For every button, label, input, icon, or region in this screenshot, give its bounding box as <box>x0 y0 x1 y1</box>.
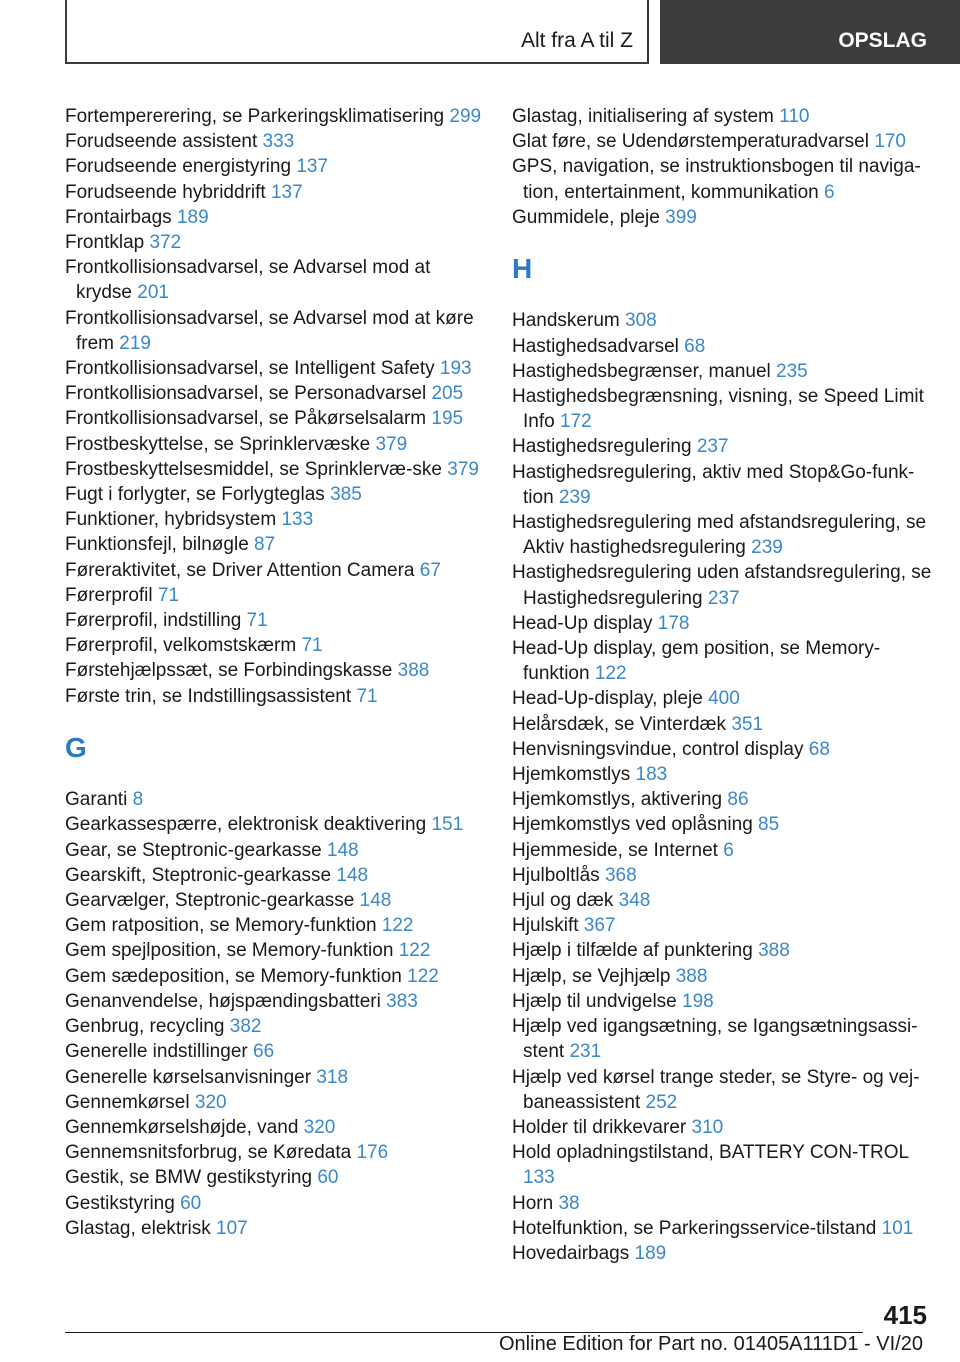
index-entry <box>512 686 932 711</box>
index-entry <box>65 888 485 913</box>
page-reference-link[interactable]: 400 <box>708 688 740 710</box>
index-term: Gennemkørselshøjde, vand <box>65 1116 299 1138</box>
index-term: Generelle kørselsanvisninger <box>65 1066 312 1088</box>
index-term: Gennemsnitsforbrug, se Køredata <box>65 1142 352 1164</box>
index-term: Gear, se Steptronic-gearkasse <box>65 839 322 861</box>
index-entry <box>65 608 485 633</box>
page-reference-link[interactable]: 235 <box>776 360 808 382</box>
index-entry <box>65 558 485 583</box>
page-reference-link[interactable]: 318 <box>316 1066 349 1088</box>
section-title: Alt fra A til Z <box>520 29 633 52</box>
index-term: Forudseende hybriddrift <box>65 181 266 203</box>
index-entry <box>65 432 485 457</box>
index-column-left <box>65 104 485 1241</box>
index-term: Hastighedsregulering med afstandsregulering, se Aktiv hastighedsregulering <box>512 512 927 559</box>
index-term: Horn <box>512 1192 554 1214</box>
page-reference-link[interactable]: 379 <box>375 433 408 455</box>
index-entry <box>65 1216 485 1241</box>
index-term: Hjemkomstlys ved oplåsning <box>512 814 753 836</box>
index-term: Genbrug, recycling <box>65 1016 225 1038</box>
index-term: Frontkollisionsadvarsel, se Advarsel mod at køre frem <box>65 307 474 354</box>
index-entry <box>512 384 932 434</box>
index-term: Garanti <box>65 789 128 811</box>
page-reference-link[interactable]: 122 <box>407 965 439 987</box>
index-term: Frontairbags <box>65 206 172 228</box>
page-reference-link[interactable]: 205 <box>431 383 464 405</box>
index-entry <box>65 1140 485 1165</box>
page-reference-link[interactable]: 367 <box>583 915 616 937</box>
index-entry <box>512 1191 932 1216</box>
index-term: Frontkollisionsadvarsel, se Intelligent Safety <box>65 358 435 380</box>
page-reference-link[interactable]: 189 <box>176 206 209 228</box>
page-reference-link[interactable]: 383 <box>386 990 418 1012</box>
page-reference-link[interactable]: 399 <box>665 206 697 228</box>
page-reference-link[interactable]: 231 <box>569 1041 602 1063</box>
header-section-tab <box>65 0 649 64</box>
index-term: Hastighedsbegrænser, manuel <box>512 360 771 382</box>
index-term: Frontkollisionsadvarsel, se Påkørselsalarm <box>65 408 427 430</box>
index-term: Hjulskift <box>512 915 579 937</box>
index-entry <box>65 457 485 482</box>
index-term: Gummidele, pleje <box>512 206 660 228</box>
index-entry <box>65 863 485 888</box>
index-entry <box>65 1115 485 1140</box>
page-reference-link[interactable]: 151 <box>431 814 464 836</box>
page-number: 415 <box>883 1300 927 1330</box>
index-term: Glastag, initialisering af system <box>512 106 774 127</box>
page-reference-link[interactable]: 388 <box>675 965 708 987</box>
index-term: Funktioner, hybridsystem <box>65 509 277 531</box>
index-entry <box>512 636 932 686</box>
index-entry <box>512 560 932 610</box>
page-reference-link[interactable]: 68 <box>684 335 706 357</box>
index-term: Head-Up display <box>512 612 653 634</box>
index-entry <box>512 1241 932 1266</box>
page-reference-link[interactable]: 86 <box>727 789 749 811</box>
page-reference-link[interactable]: 66 <box>253 1041 275 1063</box>
index-term: Føreraktivitet, se Driver Attention Camera <box>65 559 415 581</box>
index-term: Frontkollisionsadvarsel, se Advarsel mod at krydse <box>65 257 431 304</box>
page-reference-link[interactable]: 237 <box>696 436 729 458</box>
index-term: Glat føre, se Udendørstemperaturadvarsel <box>512 131 869 153</box>
page-reference-link[interactable]: 71 <box>246 610 268 632</box>
index-term: Hjulboltlås <box>512 864 600 886</box>
index-term: Gestikstyring <box>65 1192 175 1214</box>
section-spacer <box>512 230 932 244</box>
page-reference-link[interactable]: 6 <box>723 839 734 861</box>
page-reference-link[interactable]: 183 <box>635 764 668 786</box>
page-reference-link[interactable]: 388 <box>397 660 430 682</box>
index-term: Genanvendelse, højspændingsbatteri <box>65 990 381 1012</box>
index-term: Hjælp i tilfælde af punktering <box>512 940 753 962</box>
index-term: Helårsdæk, se Vinterdæk <box>512 713 727 735</box>
index-term: Førerprofil <box>65 584 153 606</box>
page-reference-link[interactable]: 8 <box>132 789 144 811</box>
index-term: Generelle indstillinger <box>65 1041 248 1063</box>
index-term: Hastighedsregulering <box>512 436 692 458</box>
index-term: Glastag, elektrisk <box>65 1217 211 1239</box>
index-entry <box>512 888 932 913</box>
index-entry <box>512 1216 932 1241</box>
index-entry <box>65 104 485 129</box>
page-reference-link[interactable]: 60 <box>317 1167 339 1189</box>
index-term: Gestik, se BMW gestikstyring <box>65 1167 313 1189</box>
page-reference-link[interactable]: 239 <box>751 537 783 559</box>
index-term: Hjemkomstlys, aktivering <box>512 789 723 811</box>
index-entry <box>65 406 485 431</box>
page-reference-link[interactable]: 252 <box>645 1091 678 1113</box>
page-reference-link[interactable]: 110 <box>779 106 810 127</box>
index-entry <box>65 658 485 683</box>
index-term: GPS, navigation, se instruktionsbogen til naviga-tion, entertainment, kommunikation <box>512 156 921 203</box>
page-reference-link[interactable]: 379 <box>447 458 479 480</box>
index-term: Head-Up display, gem position, se Memory-funktion <box>512 638 881 685</box>
index-term: Fortempererering, se Parkeringsklimatisering <box>65 106 445 127</box>
index-term: Hjælp, se Vejhjælp <box>512 965 671 987</box>
page-reference-link[interactable]: 60 <box>180 1192 202 1214</box>
page-reference-link[interactable]: 320 <box>303 1116 336 1138</box>
page-reference-link[interactable]: 71 <box>301 635 323 657</box>
index-entry <box>512 1065 932 1115</box>
index-term: Frontklap <box>65 232 145 254</box>
index-entry <box>512 989 932 1014</box>
index-entry <box>512 104 932 129</box>
index-entry <box>512 611 932 636</box>
index-entry <box>65 381 485 406</box>
index-entry <box>512 737 932 762</box>
index-term: Forudseende assistent <box>65 131 258 153</box>
page-reference-link[interactable]: 237 <box>707 587 740 609</box>
page-reference-link[interactable]: 193 <box>439 358 472 380</box>
index-entry <box>512 812 932 837</box>
index-term: Hastighedsadvarsel <box>512 335 679 357</box>
index-term: Hovedairbags <box>512 1242 630 1264</box>
index-term: Frostbeskyttelsesmiddel, se Sprinklervæ-ske <box>65 458 442 480</box>
page-reference-link[interactable]: 67 <box>419 559 441 581</box>
page-reference-link[interactable]: 382 <box>229 1016 262 1038</box>
section-badge <box>660 0 960 64</box>
page-reference-link[interactable]: 178 <box>657 612 690 634</box>
index-entry <box>65 154 485 179</box>
letter-heading: G <box>65 731 87 763</box>
index-term: Gennemkørsel <box>65 1091 190 1113</box>
page-reference-link[interactable]: 172 <box>559 411 592 433</box>
page-reference-link[interactable]: 148 <box>326 839 359 861</box>
page-reference-link[interactable]: 388 <box>758 940 790 962</box>
index-term: Handskerum <box>512 310 620 332</box>
page-reference-link[interactable]: 148 <box>336 864 369 886</box>
page-reference-link[interactable]: 368 <box>604 864 637 886</box>
page-reference-link[interactable]: 137 <box>296 156 329 178</box>
page-reference-link[interactable]: 122 <box>381 915 414 937</box>
index-term: Gearkassespærre, elektronisk deaktivering <box>65 814 427 836</box>
page-reference-link[interactable]: 87 <box>254 534 276 556</box>
index-entry <box>512 938 932 963</box>
index-entry <box>65 938 485 963</box>
index-entry <box>512 1014 932 1064</box>
index-entry <box>65 1191 485 1216</box>
index-entry <box>512 712 932 737</box>
index-term: Hjælp ved kørsel trange steder, se Styre- og vej-baneassistent <box>512 1066 920 1113</box>
index-entry <box>65 583 485 608</box>
page-reference-link[interactable]: 299 <box>449 106 482 127</box>
index-term: Frontkollisionsadvarsel, se Personadvarsel <box>65 383 427 405</box>
index-entry <box>65 230 485 255</box>
index-entry <box>65 1065 485 1090</box>
page-reference-link[interactable]: 133 <box>281 509 314 531</box>
index-column-right <box>512 104 932 1266</box>
page-reference-link[interactable]: 385 <box>330 484 362 506</box>
section-spacer <box>65 709 485 723</box>
page-reference-link[interactable]: 176 <box>356 1142 389 1164</box>
letter-heading: H <box>512 253 533 285</box>
index-term: Førerprofil, velkomstskærm <box>65 635 297 657</box>
index-term: Førerprofil, indstilling <box>65 610 242 632</box>
index-term: Hjemmeside, se Internet <box>512 839 718 861</box>
index-entry <box>512 863 932 888</box>
index-entry <box>512 334 932 359</box>
index-entry <box>512 762 932 787</box>
index-entry <box>512 460 932 510</box>
index-entry <box>512 205 932 230</box>
index-term: Gem sædeposition, se Memory-funktion <box>65 965 402 987</box>
index-term: Hotelfunktion, se Parkeringsservice-tilstand <box>512 1217 877 1239</box>
index-entry <box>65 964 485 989</box>
index-term: Gearskift, Steptronic-gearkasse <box>65 864 332 886</box>
index-term: Funktionsfejl, bilnøgle <box>65 534 249 556</box>
index-entry <box>65 1165 485 1190</box>
index-term: Head-Up-display, pleje <box>512 688 703 710</box>
section-badge-label: OPSLAG <box>838 29 927 52</box>
page-reference-link[interactable]: 239 <box>558 486 591 508</box>
page-reference-link[interactable]: 133 <box>523 1167 555 1189</box>
index-entry <box>65 684 485 709</box>
section-spacer <box>512 294 932 308</box>
page-reference-link[interactable]: 71 <box>356 685 378 707</box>
index-entry <box>65 532 485 557</box>
page-reference-link[interactable]: 170 <box>874 131 906 153</box>
index-term: Hold opladningstilstand, BATTERY CON-TROL <box>512 1142 909 1164</box>
index-term: Henvisningsvindue, control display <box>512 738 804 760</box>
index-entry <box>512 964 932 989</box>
index-entry <box>65 787 485 812</box>
index-entry <box>65 482 485 507</box>
index-entry <box>65 812 485 837</box>
index-entry <box>512 1140 932 1190</box>
index-entry <box>512 359 932 384</box>
page-reference-link[interactable]: 85 <box>758 814 780 836</box>
page-reference-link[interactable]: 122 <box>398 940 431 962</box>
footer-edition-text: Online Edition for Part no. 01405A111D1 - VI/20 <box>499 1333 923 1355</box>
index-term: Hastighedsbegrænsning, visning, se Speed Limit Info <box>512 386 924 433</box>
index-term: Gearvælger, Steptronic-gearkasse <box>65 890 355 912</box>
page-reference-link[interactable]: 351 <box>731 713 764 735</box>
index-entry <box>512 154 932 204</box>
index-term: Hastighedsregulering uden afstandsregulering, se Hastighedsregulering <box>512 562 932 609</box>
index-term: Gem ratposition, se Memory-funktion <box>65 915 377 937</box>
index-entry <box>65 838 485 863</box>
index-term: Hjemkomstlys <box>512 764 631 786</box>
index-entry <box>512 129 932 154</box>
index-term: Hjælp til undvigelse <box>512 990 677 1012</box>
index-term: Hjælp ved igangsætning, se Igangsætningsassi-stent <box>512 1016 918 1063</box>
section-spacer <box>65 773 485 787</box>
page-reference-link[interactable]: 6 <box>824 181 835 203</box>
page-reference-link[interactable]: 320 <box>194 1091 227 1113</box>
page-reference-link[interactable]: 310 <box>691 1116 724 1138</box>
page-reference-link[interactable]: 122 <box>594 663 627 685</box>
page-reference-link[interactable]: 198 <box>682 990 714 1012</box>
index-entry <box>65 255 485 305</box>
page-reference-link[interactable]: 38 <box>558 1192 580 1214</box>
index-entry <box>65 1014 485 1039</box>
page-reference-link[interactable]: 219 <box>119 332 151 354</box>
index-term: Førstehjælpssæt, se Forbindingskasse <box>65 660 393 682</box>
index-term: Holder til drikkevarer <box>512 1116 687 1138</box>
index-entry <box>65 913 485 938</box>
page-reference-link[interactable]: 71 <box>157 584 180 606</box>
page-reference-link[interactable]: 372 <box>149 232 182 254</box>
index-entry <box>512 787 932 812</box>
index-entry <box>65 1039 485 1064</box>
page-reference-link[interactable]: 137 <box>270 181 303 203</box>
index-entry <box>512 1115 932 1140</box>
page-reference-link[interactable]: 107 <box>216 1217 248 1239</box>
page-reference-link[interactable]: 189 <box>634 1242 667 1264</box>
index-entry <box>65 129 485 154</box>
index-entry <box>65 180 485 205</box>
index-entry <box>512 308 932 333</box>
index-entry <box>65 306 485 356</box>
index-entry <box>65 989 485 1014</box>
index-entry <box>65 1090 485 1115</box>
index-term: Første trin, se Indstillingsassistent <box>65 685 352 707</box>
index-entry <box>65 507 485 532</box>
index-entry <box>65 205 485 230</box>
page-reference-link[interactable]: 101 <box>881 1217 914 1239</box>
page-reference-link[interactable]: 195 <box>431 408 464 430</box>
page-reference-link[interactable]: 201 <box>137 282 169 304</box>
index-entry <box>512 913 932 938</box>
index-term: Hjul og dæk <box>512 890 614 912</box>
page-reference-link[interactable]: 68 <box>808 738 830 760</box>
index-term: Hastighedsregulering, aktiv med Stop&Go-funk-tion <box>512 461 915 508</box>
page-reference-link[interactable]: 308 <box>625 310 657 332</box>
index-entry <box>65 356 485 381</box>
index-term: Gem spejlposition, se Memory-funktion <box>65 940 394 962</box>
page-reference-link[interactable]: 148 <box>359 890 392 912</box>
page-reference-link[interactable]: 348 <box>618 890 651 912</box>
index-entry <box>512 838 932 863</box>
index-term: Fugt i forlygter, se Forlygteglas <box>65 484 325 506</box>
page-reference-link[interactable]: 333 <box>262 131 295 153</box>
index-term: Forudseende energistyring <box>65 156 292 178</box>
index-entry <box>512 434 932 459</box>
index-entry <box>512 510 932 560</box>
index-term: Frostbeskyttelse, se Sprinklervæske <box>65 433 371 455</box>
index-entry <box>65 633 485 658</box>
